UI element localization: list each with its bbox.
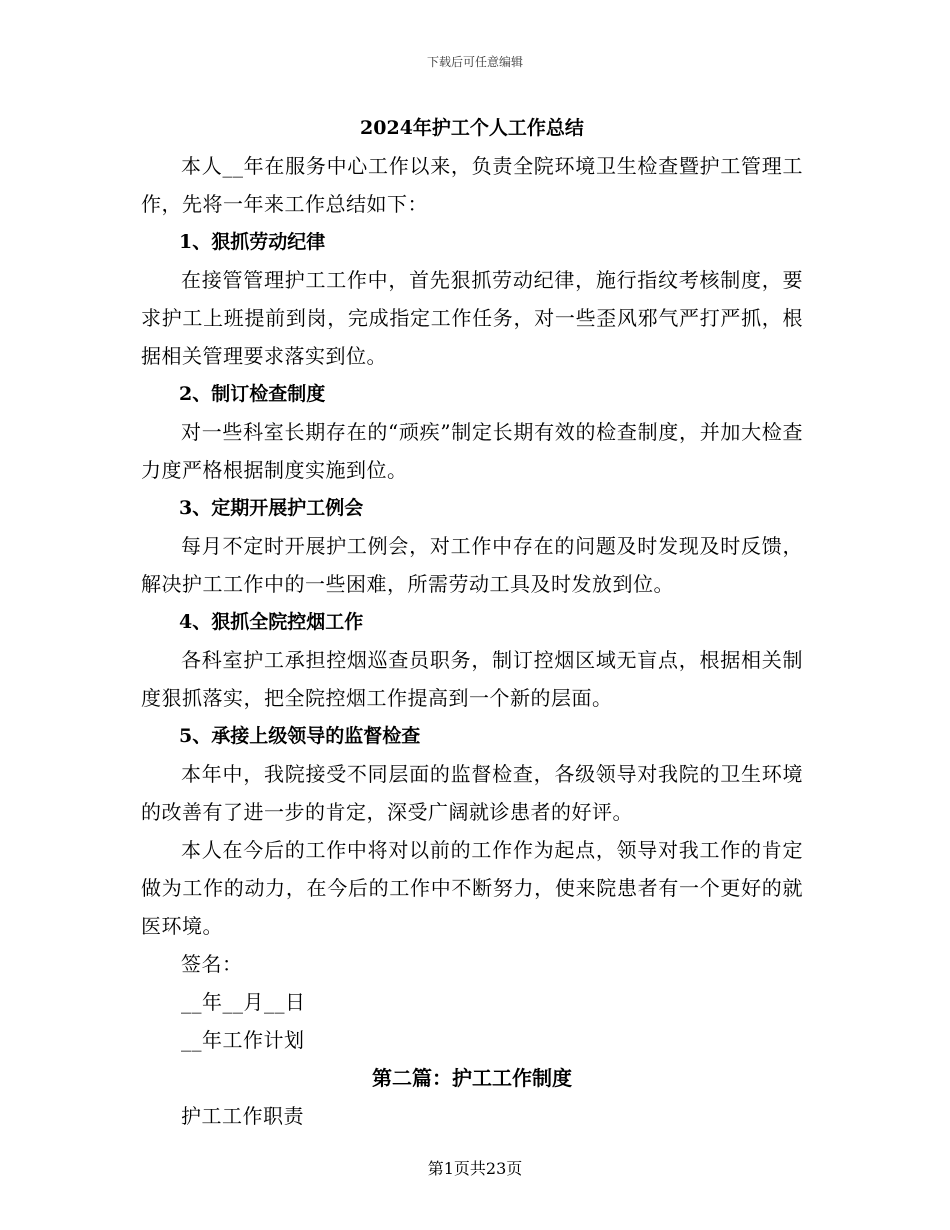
page-footer: 第1页共23页 [427, 1159, 523, 1178]
section-heading-4: 4、狠抓全院控烟工作 [179, 611, 364, 633]
plan-line: __年工作计划 [181, 1028, 305, 1052]
section-heading-1: 1、狠抓劳动纪律 [179, 231, 326, 253]
closing-paragraph: 本人在今后的工作中将对以前的工作作为起点，领导对我工作的肯定做为工作的动力，在今后的工作中不断努力，使来院患者有一个更好的就医环境。 [141, 838, 803, 938]
section-body-3: 每月不定时开展护工例会，对工作中存在的问题及时发现及时反馈，解决护工工作中的一些困难，所需劳动工具及时发放到位。 [141, 534, 803, 596]
section-body-4: 各科室护工承担控烟巡查员职务，制订控烟区域无盲点，根据相关制度狠抓落实，把全院控烟工作提高到一个新的层面。 [141, 648, 803, 710]
document-title: 2024年护工个人工作总结 [360, 117, 584, 139]
section-body-2: 对一些科室长期存在的“顽疾”制定长期有效的检查制度，并加大检查力度严格根据制度实施到位。 [141, 420, 803, 482]
date-line: __年__月__日 [181, 990, 306, 1014]
section-heading-5: 5、承接上级领导的监督检查 [179, 725, 421, 747]
page-header: 下载后可任意编辑 [426, 55, 523, 69]
signature-line: 签名： [181, 952, 243, 976]
section-heading-2: 2、制订检查制度 [179, 383, 326, 405]
section-heading-3: 3、定期开展护工例会 [179, 497, 364, 519]
section2-subtitle: 护工工作职责 [181, 1104, 304, 1128]
section-body-5: 本年中，我院接受不同层面的监督检查，各级领导对我院的卫生环境的改善有了进一步的肯定，深受广阔就诊患者的好评。 [141, 762, 803, 824]
intro-paragraph: 本人__年在服务中心工作以来，负责全院环境卫生检查暨护工管理工作，先将一年来工作总结如下： [141, 154, 803, 216]
section2-title: 第二篇：护工工作制度 [372, 1066, 572, 1090]
section-body-1: 在接管管理护工工作中，首先狠抓劳动纪律，施行指纹考核制度，要求护工上班提前到岗，完成指定工作任务，对一些歪风邪气严打严抓，根据相关管理要求落实到位。 [141, 268, 803, 368]
document-body [141, 109, 803, 1135]
